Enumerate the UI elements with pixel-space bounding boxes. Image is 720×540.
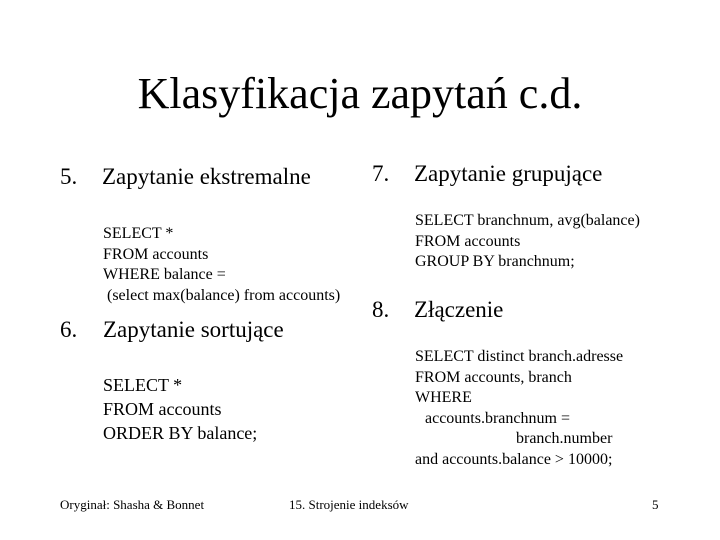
code-line: SELECT branchnum, avg(balance) <box>415 212 640 229</box>
code-line: FROM accounts <box>103 245 209 263</box>
code-line: (select max(balance) from accounts) <box>103 286 341 304</box>
item-7-number: 7. <box>372 161 390 186</box>
code-line: ORDER BY balance; <box>103 423 258 443</box>
item-5-code <box>103 224 340 306</box>
item-7-heading: Zapytanie grupujące <box>414 161 603 186</box>
code-line: and accounts.balance > 10000; <box>415 450 613 468</box>
footer-chapter: 15. Strojenie indeksów <box>289 497 409 512</box>
footer-source: Oryginał: Shasha & Bonnet <box>60 497 205 512</box>
item-6-heading: Zapytanie sortujące <box>103 317 284 342</box>
code-line: accounts.branchnum = <box>425 409 570 427</box>
code-line: WHERE balance = <box>103 266 226 283</box>
code-line: FROM accounts, branch <box>415 368 572 386</box>
item-8-heading: Złączenie <box>414 297 504 322</box>
code-line: SELECT * <box>103 225 174 242</box>
item-5-number: 5. <box>60 164 78 189</box>
code-line: FROM accounts <box>103 399 222 419</box>
item-8-number: 8. <box>372 297 390 322</box>
code-line: GROUP BY branchnum; <box>415 253 575 270</box>
item-6-number: 6. <box>60 317 78 342</box>
page-number: 5 <box>652 497 659 512</box>
code-line: SELECT * <box>103 375 183 395</box>
item-8-code <box>415 347 655 470</box>
code-line: SELECT distinct branch.adresse <box>415 348 624 365</box>
slide-title: Klasyfikacja zapytań c.d. <box>137 69 583 118</box>
code-line: FROM accounts <box>415 232 521 250</box>
item-5-heading: Zapytanie ekstremalne <box>102 164 311 189</box>
item-7-code <box>415 211 640 273</box>
item-6-code <box>103 373 257 445</box>
code-line: WHERE <box>415 389 472 406</box>
code-line: branch.number <box>516 430 613 447</box>
